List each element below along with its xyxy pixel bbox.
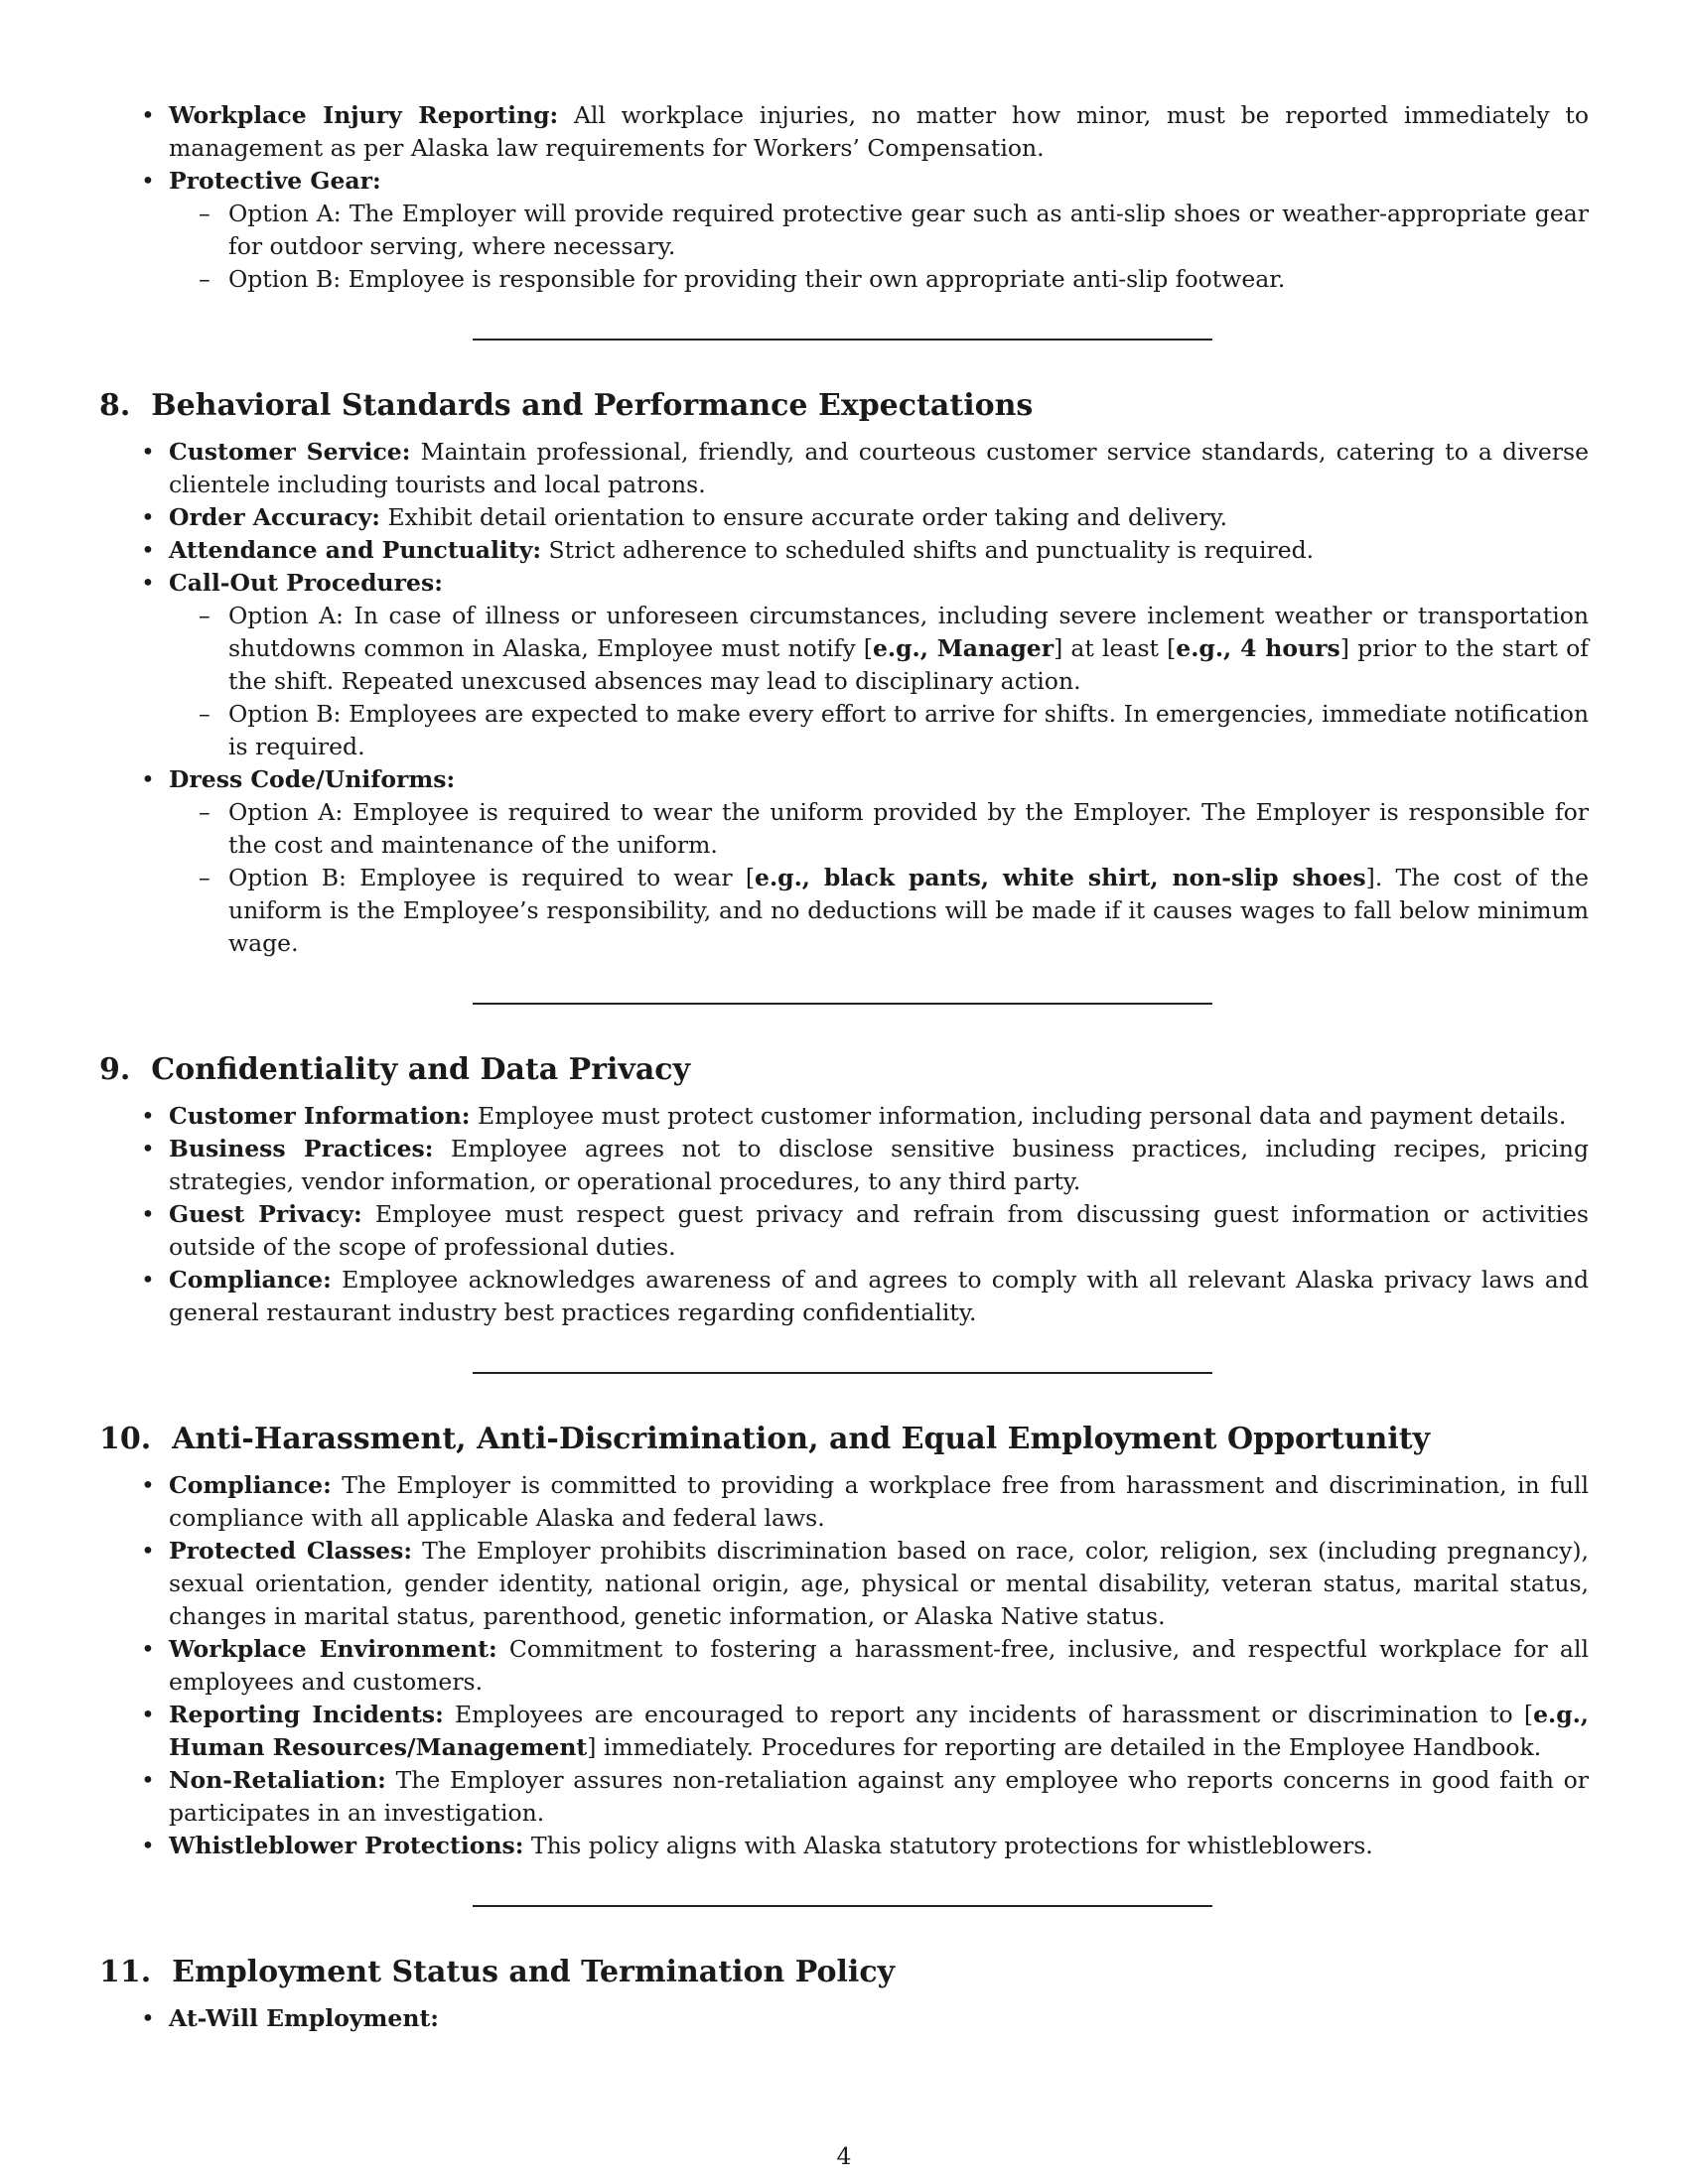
section-heading: 10. Anti-Harassment, Anti-Discrimination, and Equal Employment Opportunity [99,1422,1431,1456]
list-item: • Business Practices: Employee agrees not to disclose sensitive business practices, including recipes, pricing strategies, vendor information, or operational procedures, to any third party. [169,1133,1589,1198]
list-item: • At-Will Employment: [169,2002,1589,2035]
list-item: • Customer Information: Employee must protect customer information, including personal data and payment details. [169,1100,1589,1133]
sub-list-item: – Option A: Employee is required to wear the uniform provided by the Employer. The Employer is responsible for the cost and maintenance of the uniform. [228,796,1589,862]
list-item: • Compliance: Employee acknowledges awareness of and agrees to comply with all relevant Alaska privacy laws and general restaurant industry best practices regarding confidentiality. [169,1264,1589,1329]
section-9 [99,1050,1589,1329]
sub-list-item: – Option A: The Employer will provide required protective gear such as anti-slip shoes or weather-appropriate gear for outdoor serving, where necessary. [228,198,1589,263]
sub-list-item: – Option B: Employees are expected to make every effort to arrive for shifts. In emergencies, immediate notification is required. [228,698,1589,763]
section-11 [99,1953,1589,2035]
list-item: • Customer Service: Maintain professional, friendly, and courteous customer service standards, catering to a diverse clientele including tourists and local patrons. [169,436,1589,501]
callout-options [169,600,1589,763]
list-item: • Attendance and Punctuality: Strict adherence to scheduled shifts and punctuality is required. [169,534,1589,567]
list-item: • Workplace Injury Reporting: All workplace injuries, no matter how minor, must be reported immediately to management as per Alaska law requirements for Workers’ Compensation. [169,99,1589,165]
list-item: • Guest Privacy: Employee must respect guest privacy and refrain from discussing guest information or activities outside of the scope of professional duties. [169,1198,1589,1264]
dress-options [169,796,1589,960]
list-item: • Dress Code/Uniforms: – Option A: Employee is required to wear the uniform provided by the Employer. The Employer is responsible for the cost and maintenance of the uniform. – Option B: Employee is required to wear [e.g., black pants, white shirt, non-slip shoes]. The cost of the uniform is the Employee’s responsibility, and no deductions will be made if it causes wages to fall below minimum wage. [169,763,1589,960]
sub-list-item: – Option A: In case of illness or unforeseen circumstances, including severe inclement weather or transportation shutdowns common in Alaska, Employee must notify [e.g., Manager] at least [e.g., 4 hours] prior to the start of the shift. Repeated unexcused absences may lead to disciplinary action. [228,600,1589,698]
section-10 [99,1420,1589,1862]
section-heading: 9. Confidentiality and Data Privacy [99,1052,691,1087]
bullet-list [99,436,1589,960]
list-item: • Workplace Environment: Commitment to fostering a harassment-free, inclusive, and respectful workplace for all employees and customers. [169,1633,1589,1699]
list-item: • Non-Retaliation: The Employer assures non-retaliation against any employee who reports concerns in good faith or participates in an investigation. [169,1764,1589,1830]
intro-bullet-list [99,99,1589,296]
section-divider [473,1372,1212,1374]
list-item: • Reporting Incidents: Employees are encouraged to report any incidents of harassment or discrimination to [e.g., Human Resources/Management] immediately. Procedures for reporting are detailed in the Employee Handbook. [169,1699,1589,1764]
protective-options [169,198,1589,296]
sub-list-item: – Option B: Employee is responsible for providing their own appropriate anti-slip footwear. [228,263,1589,296]
list-item: • Call-Out Procedures: – Option A: In case of illness or unforeseen circumstances, including severe inclement weather or transportation shutdowns common in Alaska, Employee must notify [e.g., Manager] at least [e.g., 4 hours] prior to the start of the shift. Repeated unexcused absences may lead to disciplinary action. – Option B: Employees are expected to make every effort to arrive for shifts. In emergencies, immediate notification is required. [169,567,1589,763]
bullet-list [99,2002,1589,2035]
list-item: • Whistleblower Protections: This policy aligns with Alaska statutory protections for whistleblowers. [169,1830,1589,1862]
bullet-list [99,1100,1589,1329]
list-item: • Compliance: The Employer is committed to providing a workplace free from harassment and discrimination, in full compliance with all applicable Alaska and federal laws. [169,1469,1589,1535]
section-divider [473,339,1212,341]
sub-list-item: – Option B: Employee is required to wear [e.g., black pants, white shirt, non-slip shoes]. The cost of the uniform is the Employee’s responsibility, and no deductions will be made if it causes wages to fall below minimum wage. [228,862,1589,960]
section-8 [99,386,1589,960]
bullet-list [99,1469,1589,1862]
list-item: • Order Accuracy: Exhibit detail orientation to ensure accurate order taking and delivery. [169,501,1589,534]
page-number: 4 [836,2142,852,2170]
section-heading: 8. Behavioral Standards and Performance Expectations [99,388,1034,423]
section-divider [473,1905,1212,1907]
list-item: • Protected Classes: The Employer prohibits discrimination based on race, color, religion, sex (including pregnancy), sexual orientation, gender identity, national origin, age, physical or mental disability, veteran status, marital status, changes in marital status, parenthood, genetic information, or Alaska Native status. [169,1535,1589,1633]
document-page [99,99,1589,2035]
section-heading: 11. Employment Status and Termination Policy [99,1955,896,1989]
list-item: • Protective Gear: – Option A: The Employer will provide required protective gear such as anti-slip shoes or weather-appropriate gear for outdoor serving, where necessary. – Option B: Employee is responsible for providing their own appropriate anti-slip footwear. [169,165,1589,296]
section-divider [473,1003,1212,1005]
